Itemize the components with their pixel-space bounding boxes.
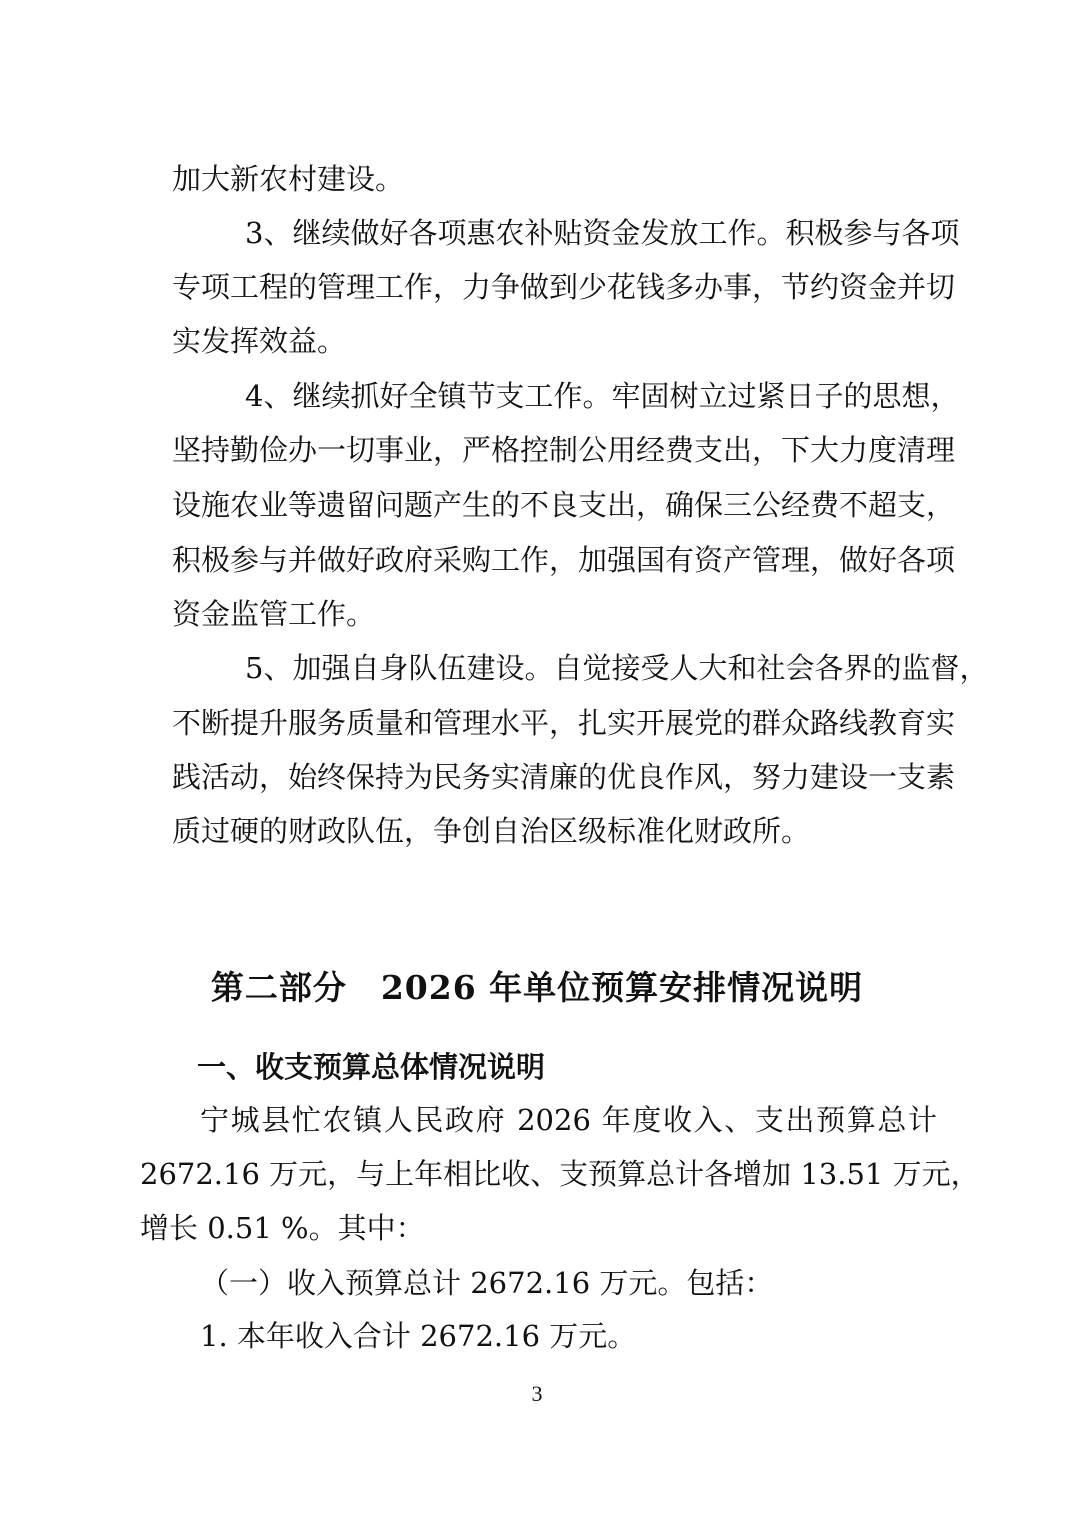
body-line: 4、继续抓好全镇节支工作。牢固树立过紧日子的思想， [245,379,960,413]
page-number: 3 [531,1381,543,1406]
body-line: 2672.16 万元，与上年相比收、支预算总计各增加 13.51 万元， [140,1157,980,1191]
body-line: 坚持勤俭办一切事业，严格控制公用经费支出，下大力度清理 [172,433,956,467]
body-line: 设施农业等遗留问题产生的不良支出，确保三公经费不超支， [172,488,956,522]
body-line: 宁城县忙农镇人民政府 2026 年度收入、支出预算总计 [200,1103,937,1137]
body-line: （一）收入预算总计 2672.16 万元。包括： [200,1266,774,1300]
body-line: 践活动，始终保持为民务实清廉的优良作风，努力建设一支素 [172,760,956,794]
body-line: 不断提升服务质量和管理水平，扎实开展党的群众路线教育实 [172,706,956,740]
body-line: 专项工程的管理工作，力争做到少花钱多办事，节约资金并切 [172,270,956,304]
section-heading: 一、收支预算总体情况说明 [197,1050,546,1084]
body-line: 质过硬的财政队伍，争创自治区级标准化财政所。 [172,814,811,848]
body-line: 积极参与并做好政府采购工作，加强国有资产管理，做好各项 [172,543,956,577]
body-line: 加大新农村建设。 [172,162,405,196]
body-line: 3、继续做好各项惠农补贴资金发放工作。积极参与各项 [245,216,960,250]
body-line: 1. 本年收入合计 2672.16 万元。 [200,1319,637,1353]
body-line: 增长 0.51 %。其中： [140,1211,425,1245]
body-line: 5、加强自身队伍建设。自觉接受人大和社会各界的监督， [245,651,989,685]
body-line: 实发挥效益。 [172,324,347,358]
body-line: 资金监管工作。 [172,597,376,631]
part-title: 第二部分 2026 年单位预算安排情况说明 [210,968,864,1007]
